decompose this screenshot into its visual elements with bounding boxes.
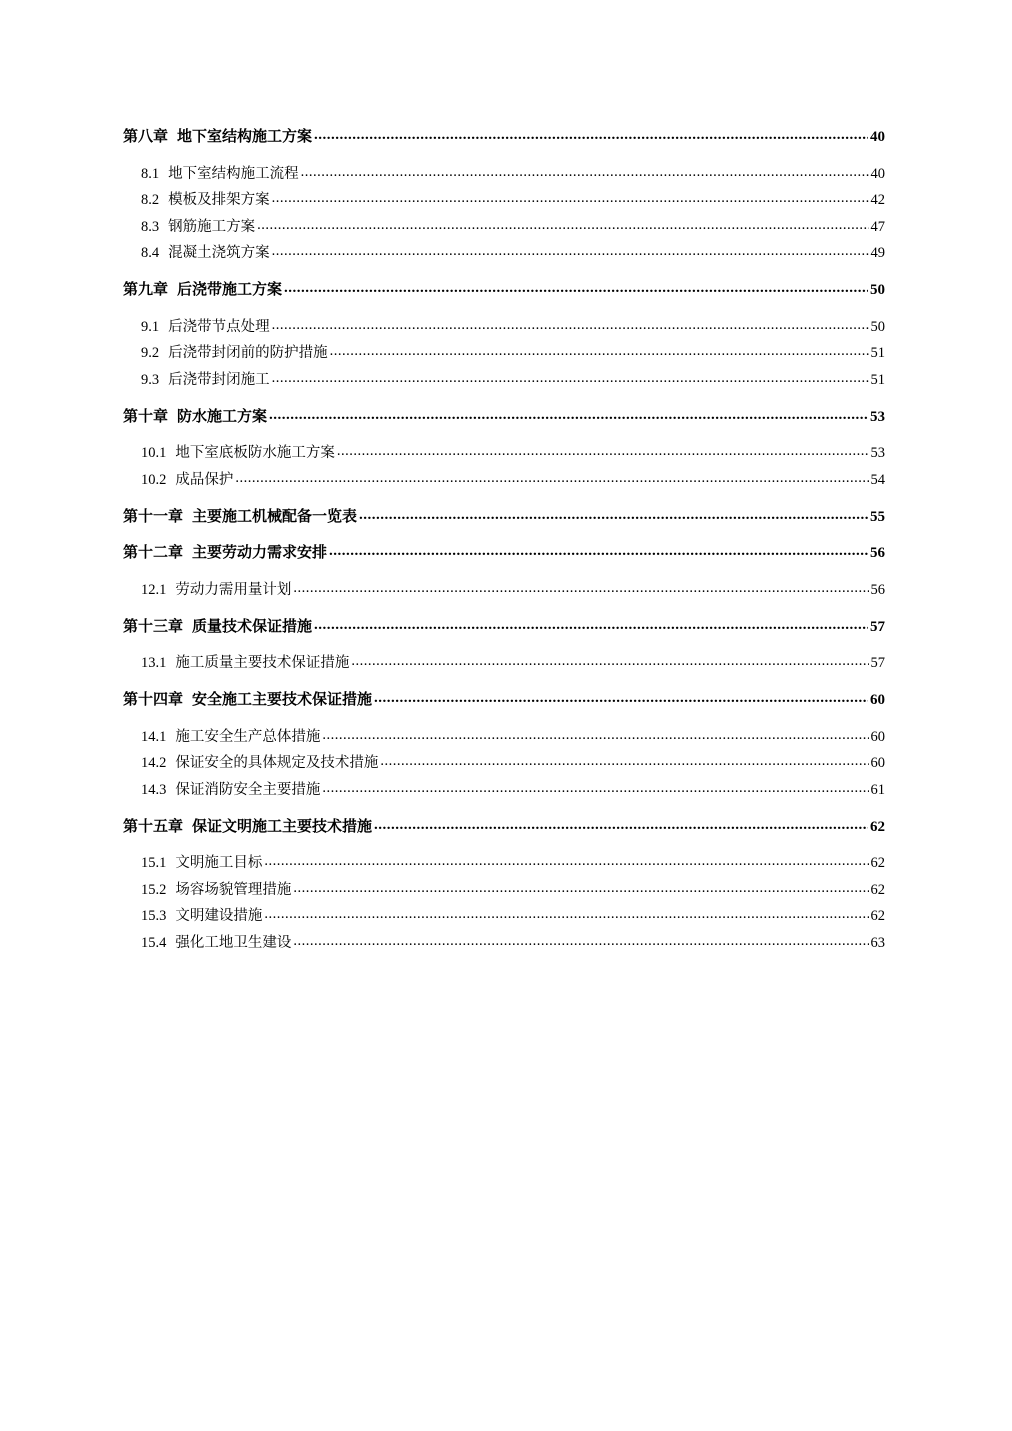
- dot-leader: [301, 164, 869, 181]
- dot-leader: [374, 817, 868, 834]
- toc-entry-page-number: 40: [870, 129, 885, 145]
- toc-section-entry[interactable]: [141, 904, 885, 925]
- toc-entry-number: 15.1: [141, 855, 167, 871]
- toc-entry-number: 12.1: [141, 582, 167, 598]
- toc-entry-title: 文明施工目标: [175, 855, 263, 871]
- toc-entry-title: 后浇带封闭施工: [168, 372, 270, 388]
- dot-leader: [374, 690, 868, 707]
- toc-entry-page-number: 40: [870, 166, 885, 182]
- toc-entry-page-number: 63: [870, 935, 885, 951]
- toc-entry-page-number: 47: [870, 219, 885, 235]
- toc-chapter-entry[interactable]: [123, 688, 885, 709]
- toc-entry-title: 文明建设措施: [175, 908, 263, 924]
- toc-entry-title: 地下室结构施工流程: [168, 166, 299, 182]
- toc-entry-page-number: 60: [870, 729, 885, 745]
- toc-section-entry[interactable]: [141, 751, 885, 772]
- toc-section-entry[interactable]: [141, 215, 885, 236]
- dot-leader: [322, 727, 868, 744]
- toc-entry-title: 混凝土浇筑方案: [168, 245, 270, 261]
- toc-entry-page-number: 57: [870, 619, 885, 635]
- toc-entry-page-number: 57: [870, 655, 885, 671]
- toc-section-entry[interactable]: [141, 468, 885, 489]
- toc-entry-number: 第十四章: [123, 692, 184, 708]
- toc-entry-page-number: 62: [870, 908, 885, 924]
- toc-entry-number: 14.1: [141, 729, 167, 745]
- dot-leader: [293, 580, 868, 597]
- toc-entry-page-number: 60: [870, 755, 885, 771]
- toc-entry-number: 14.3: [141, 782, 167, 798]
- toc-entry-title: 质量技术保证措施: [192, 619, 313, 635]
- toc-entry-title: 防水施工方案: [177, 409, 268, 425]
- toc-entry-page-number: 60: [870, 692, 885, 708]
- toc-entry-page-number: 62: [870, 882, 885, 898]
- toc-entry-number: 10.1: [141, 445, 167, 461]
- dot-leader: [272, 190, 869, 207]
- toc-entry-page-number: 50: [870, 282, 885, 298]
- toc-entry-page-number: 62: [870, 819, 885, 835]
- toc-entry-title: 后浇带封闭前的防护措施: [168, 345, 328, 361]
- dot-leader: [293, 880, 868, 897]
- dot-leader: [272, 317, 869, 334]
- dot-leader: [359, 507, 868, 524]
- dot-leader: [272, 370, 869, 387]
- toc-entry-number: 第十二章: [123, 545, 184, 561]
- toc-entry-page-number: 56: [870, 582, 885, 598]
- toc-entry-page-number: 51: [870, 345, 885, 361]
- dot-leader: [235, 470, 868, 487]
- toc-chapter-entry[interactable]: [123, 278, 885, 299]
- dot-leader: [380, 753, 868, 770]
- dot-leader: [284, 280, 868, 297]
- toc-entry-number: 9.3: [141, 372, 160, 388]
- toc-section-entry[interactable]: [141, 851, 885, 872]
- toc-entry-number: 15.2: [141, 882, 167, 898]
- dot-leader: [322, 780, 868, 797]
- toc-chapter-entry[interactable]: [123, 405, 885, 426]
- toc-entry-title: 强化工地卫生建设: [175, 935, 292, 951]
- toc-entry-number: 8.1: [141, 166, 160, 182]
- toc-entry-page-number: 50: [870, 319, 885, 335]
- toc-entry-title: 主要施工机械配备一览表: [192, 509, 358, 525]
- toc-entry-page-number: 51: [870, 372, 885, 388]
- toc-entry-page-number: 42: [870, 192, 885, 208]
- toc-section-entry[interactable]: [141, 368, 885, 389]
- toc-entry-title: 保证文明施工主要技术措施: [192, 819, 373, 835]
- toc-entry-number: 9.1: [141, 319, 160, 335]
- toc-entry-number: 第九章: [123, 282, 169, 298]
- toc-entry-number: 15.4: [141, 935, 167, 951]
- toc-entry-title: 施工质量主要技术保证措施: [175, 655, 350, 671]
- dot-leader: [264, 853, 868, 870]
- toc-entry-page-number: 53: [870, 445, 885, 461]
- toc-entry-number: 第十五章: [123, 819, 184, 835]
- toc-entry-title: 场容场貌管理措施: [175, 882, 292, 898]
- toc-entry-number: 第十章: [123, 409, 169, 425]
- toc-entry-page-number: 55: [870, 509, 885, 525]
- toc-entry-page-number: 49: [870, 245, 885, 261]
- toc-entry-page-number: 53: [870, 409, 885, 425]
- toc-entry-number: 9.2: [141, 345, 160, 361]
- dot-leader: [314, 617, 868, 634]
- toc-entry-page-number: 62: [870, 855, 885, 871]
- toc-entry-page-number: 54: [870, 472, 885, 488]
- toc-entry-title: 主要劳动力需求安排: [192, 545, 328, 561]
- toc-entry-title: 劳动力需用量计划: [175, 582, 292, 598]
- toc-entry-title: 钢筋施工方案: [168, 219, 256, 235]
- toc-entry-title: 模板及排架方案: [168, 192, 270, 208]
- toc-entry-page-number: 61: [870, 782, 885, 798]
- toc-chapter-entry[interactable]: [123, 541, 885, 562]
- toc-entry-number: 8.2: [141, 192, 160, 208]
- toc-chapter-entry[interactable]: [123, 505, 885, 526]
- toc-entry-title: 保证消防安全主要措施: [175, 782, 321, 798]
- toc-entry-title: 成品保护: [175, 472, 234, 488]
- toc-section-entry[interactable]: [141, 931, 885, 952]
- toc-chapter-entry[interactable]: [123, 125, 885, 146]
- toc-entry-page-number: 56: [870, 545, 885, 561]
- dot-leader: [330, 343, 869, 360]
- toc-entry-title: 后浇带节点处理: [168, 319, 270, 335]
- toc-section-entry[interactable]: [141, 162, 885, 183]
- toc-section-entry[interactable]: [141, 725, 885, 746]
- toc-entry-number: 14.2: [141, 755, 167, 771]
- dot-leader: [337, 443, 869, 460]
- toc-entry-number: 第十一章: [123, 509, 184, 525]
- dot-leader: [264, 906, 868, 923]
- toc-section-entry[interactable]: [141, 651, 885, 672]
- dot-leader: [293, 933, 868, 950]
- toc-entry-number: 8.3: [141, 219, 160, 235]
- toc-entry-number: 8.4: [141, 245, 160, 261]
- toc-entry-title: 保证安全的具体规定及技术措施: [175, 755, 379, 771]
- toc-entry-title: 地下室底板防水施工方案: [175, 445, 335, 461]
- toc-entry-number: 10.2: [141, 472, 167, 488]
- dot-leader: [269, 407, 868, 424]
- dot-leader: [329, 543, 868, 560]
- toc-section-entry[interactable]: [141, 441, 885, 462]
- toc-section-entry[interactable]: [141, 241, 885, 262]
- toc-entry-number: 15.3: [141, 908, 167, 924]
- toc-section-entry[interactable]: [141, 878, 885, 899]
- toc-entry-title: 后浇带施工方案: [177, 282, 283, 298]
- toc-chapter-entry[interactable]: [123, 815, 885, 836]
- dot-leader: [314, 127, 868, 144]
- toc-entry-title: 安全施工主要技术保证措施: [192, 692, 373, 708]
- toc-section-entry[interactable]: [141, 778, 885, 799]
- dot-leader: [257, 217, 868, 234]
- toc-entry-number: 第八章: [123, 129, 169, 145]
- toc-section-entry[interactable]: [141, 578, 885, 599]
- toc-chapter-entry[interactable]: [123, 615, 885, 636]
- toc-section-entry[interactable]: [141, 341, 885, 362]
- toc-entry-number: 第十三章: [123, 619, 184, 635]
- toc-entry-title: 地下室结构施工方案: [177, 129, 313, 145]
- dot-leader: [272, 243, 869, 260]
- toc-section-entry[interactable]: [141, 315, 885, 336]
- dot-leader: [351, 653, 868, 670]
- toc-section-entry[interactable]: [141, 188, 885, 209]
- toc-entry-number: 13.1: [141, 655, 167, 671]
- toc-entry-title: 施工安全生产总体措施: [175, 729, 321, 745]
